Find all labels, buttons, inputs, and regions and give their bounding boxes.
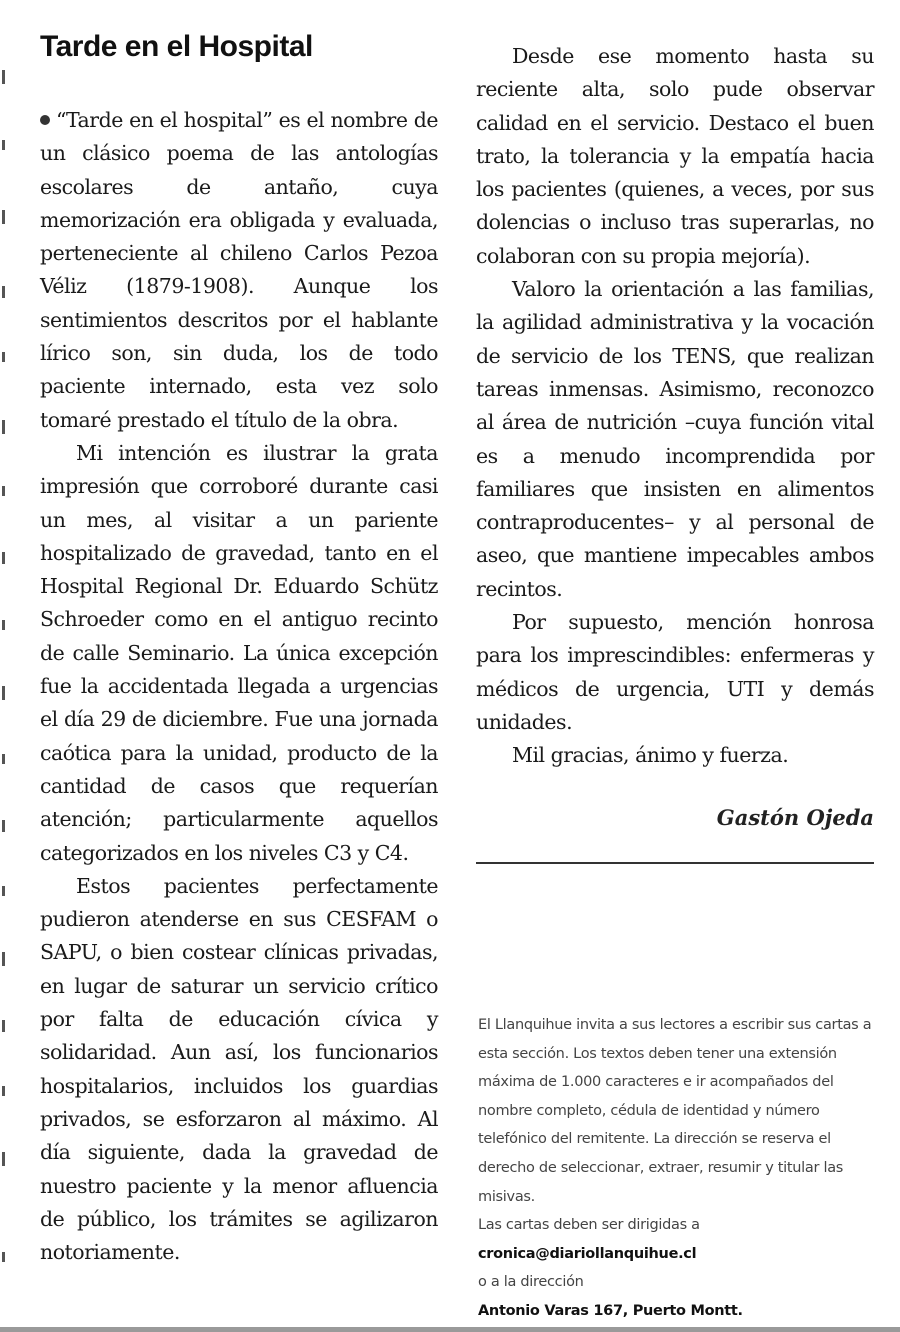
article-right-column [476,40,874,773]
info-or-address: o a la dirección [478,1274,584,1291]
page-bottom-border [0,1327,900,1332]
article-paragraph-7: Mil gracias, ánimo y fuerza. [512,743,789,768]
article-paragraph-5: Valoro la orientación a las familias, la agilidad administrativa y la vocación de servicio de los TENS, que realizan tareas inmensas. Asimismo, reconozco al área de nutrición –cuya función vital es a menudo incomprendida por familiares que insisten en alimentos contraproducentes– y al personal de aseo, que mantiene impecables ambos recintos. [476,277,874,601]
info-send-to: Las cartas deben ser dirigidas a [478,1217,700,1234]
section-divider [476,862,874,864]
article-headline: Tarde en el Hospital [40,30,313,63]
contact-email: cronica@diariollanquihue.cl [478,1245,697,1262]
bullet-icon [40,115,50,125]
article-left-column [40,104,438,1269]
info-text: El Llanquihue invita a sus lectores a escribir sus cartas a esta sección. Los textos deben tener una extensión máxima de 1.000 caracteres e ir acompañados del nombre completo, cédula de identidad y número telefónico del remitente. La dirección se reserva el derecho de seleccionar, extraer, resumir y titular las misivas. [478,1017,872,1205]
article-paragraph-2: Mi intención es ilustrar la grata impresión que corroboré durante casi un mes, al visitar a un pariente hospitalizado de gravedad, tanto en el Hospital Regional Dr. Eduardo Schütz Schroeder como en el antiguo recinto de calle Seminario. La única excepción fue la accidentada llegada a urgencias el día 29 de diciembre. Fue una jornada caótica para la unidad, producto de la cantidad de casos que requerían atención; particularmente aquellos categorizados en los niveles C3 y C4. [40,440,438,865]
article-paragraph-1 [40,104,438,437]
article-paragraph-6: Por supuesto, mención honrosa para los imprescindibles: enfermeras y médicos de urgencia, UTI y demás unidades. [476,610,874,734]
article-paragraph-3: Estos pacientes perfectamente pudieron atenderse en sus CESFAM o SAPU, o bien costear clínicas privadas, en lugar de saturar un servicio crítico por falta de educación cívica y solidaridad. Aun así, los funcionarios hospitalarios, incluidos los guardias privados, se esforzaron al máximo. Al día siguiente, dada la gravedad de nuestro paciente y la menor afluencia de público, los trámites se agilizaron notoriamente. [40,873,438,1265]
article-paragraph-1-text: “Tarde en el hospital” es el nombre de un clásico poema de las antologías escolares de antaño, cuya memorización era obligada y evaluada, perteneciente al chileno Carlos Pezoa Véliz (1879-1908). Aunque los sentimientos descritos por el hablante lírico son, sin duda, los de todo paciente internado, esta vez solo tomaré prestado el título de la obra. [40,108,438,432]
article-paragraph-4: Desde ese momento hasta su reciente alta, solo pude observar calidad en el servicio. Destaco el buen trato, la tolerancia y la empatía hacia los pacientes (quienes, a veces, por sus dolencias o incluso tras superarlas, no colaboran con su propia mejoría). [476,44,874,268]
submission-info-box [478,1011,878,1326]
adjacent-column-edge [0,0,10,1332]
author-signature: Gastón Ojeda [716,805,874,830]
postal-address: Antonio Varas 167, Puerto Montt. [478,1302,743,1319]
